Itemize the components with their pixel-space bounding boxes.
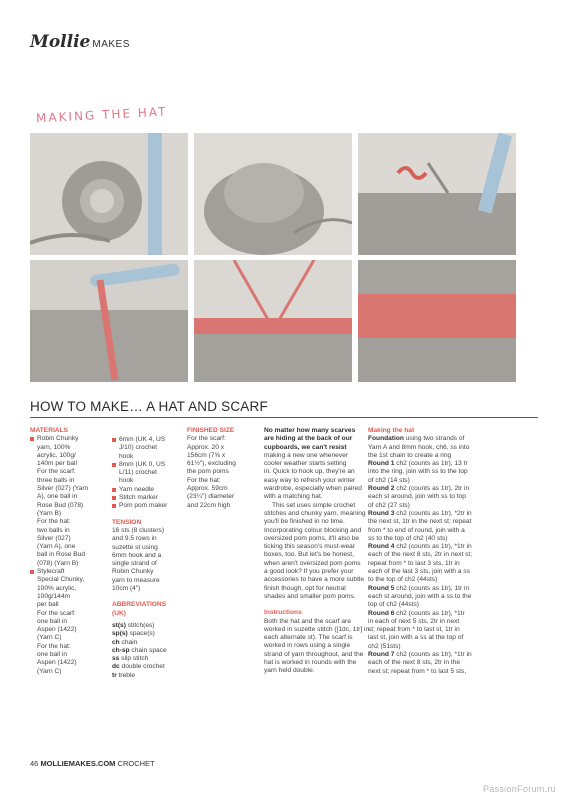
round-label: Round 3 (368, 509, 395, 517)
round-label: Round 5 (368, 584, 395, 592)
intro-line: oversized pom poms, it'll also be (264, 534, 360, 542)
photo-2 (194, 133, 352, 255)
pattern-text: ch2 (counts as 1tr), 1tr in (394, 584, 470, 592)
intro-line: finish though, opt for neutral (264, 584, 346, 592)
abbreviation-term: tr (112, 671, 117, 679)
tension-line: 10cm (4") (112, 585, 141, 593)
materials-item: per ball (37, 601, 59, 609)
pattern-line (368, 568, 518, 576)
pattern-text: each of the last 3 sts, join with a ss (368, 568, 470, 576)
materials-item: (Yarn C) (37, 634, 62, 642)
pattern-line (368, 493, 518, 501)
materials-item: 140m per ball (37, 460, 77, 468)
crochet-striped-fabric-photo-icon (358, 260, 516, 382)
materials-title: MATERIALS (30, 427, 68, 434)
materials-item: Robin Chunky (30, 435, 110, 443)
tension-line: Robin Chunky (112, 568, 154, 576)
abbreviation-definition: chain space (129, 646, 167, 654)
photo-3 (358, 133, 516, 255)
finished-size-line: 61½"), excluding (187, 460, 236, 468)
materials-item: yarn, 100% (37, 443, 71, 451)
materials-item: Aspen (1422) (37, 659, 77, 667)
tension-line: yarn to measure (112, 576, 160, 584)
intro-line: you'll be finished in no time. (264, 518, 345, 526)
finished-size-line: (23¼") diameter (187, 493, 235, 501)
pattern-line (368, 502, 518, 510)
pattern-text: from * to end of round, join with a (368, 526, 465, 534)
pattern-line (368, 435, 518, 443)
pattern-line (368, 659, 518, 667)
materials-item: For the hat: (37, 518, 71, 526)
pattern-text: Yarn A and 8mm hook, ch6, ss into (368, 443, 470, 451)
intro-line: boxes, too. But let's be honest, (264, 551, 354, 559)
materials-item: hook (119, 452, 134, 460)
materials-list (30, 435, 110, 676)
pattern-line (368, 626, 518, 634)
abbreviation-item (112, 622, 182, 630)
intro-line: ticking this season's must-wear (264, 543, 356, 551)
materials-item: Special Chunky, (37, 576, 85, 584)
finished-size-line: Approx. 59cm (187, 485, 228, 493)
pattern-line (368, 468, 518, 476)
logo-script: Mollie (30, 32, 91, 52)
abbreviations-subtitle: (UK) (112, 609, 126, 617)
intro-lead (264, 427, 370, 452)
intro-line: making a new one whenever (264, 451, 348, 459)
materials-item: Silver (027) (37, 534, 71, 542)
finished-size-line: For the hat: (187, 476, 221, 484)
pattern-text: in each of next 5 sts, 2tr in next (368, 617, 460, 625)
intro-lead-line: cupboards, we can't resist (264, 443, 347, 451)
materials-item: Silver (027) (Yarn (37, 485, 89, 493)
materials-item: Yarn needle (112, 486, 182, 494)
making-hat-text (368, 435, 518, 676)
article-heading: HOW TO MAKE… A HAT AND SCARF (30, 399, 268, 414)
instructions-text (264, 618, 370, 676)
tension-line: and 9.5 rows in (112, 535, 157, 543)
pattern-text: to the top of ch2 (44sts) (368, 576, 438, 584)
pattern-text: into the ring, join with ss to the top (368, 468, 468, 476)
masthead-logo (30, 32, 130, 52)
finished-size-list (187, 435, 259, 510)
pattern-line (368, 477, 518, 485)
finished-size-line: For the scarf: (187, 435, 226, 443)
materials-item: 100% acrylic, (37, 584, 77, 592)
footer-section: CROCHET (117, 759, 155, 768)
intro-lead-line: No matter how many scarves (264, 427, 356, 434)
abbreviation-item (112, 672, 182, 680)
instructions-line: each alternate st). The scarf is (264, 634, 353, 642)
abbreviation-item (112, 647, 182, 655)
round-label: Round 7 (368, 651, 395, 659)
materials-item: (Yarn C) (37, 667, 62, 675)
materials-item: Rose Bud (078) (37, 501, 84, 509)
tension-line: 16 sts (8 clusters) (112, 526, 165, 534)
materials-item: acrylic, 100g/ (37, 451, 76, 459)
intro-line: when aren't oversized pom poms (264, 559, 361, 567)
intro-line: a good look? If you prefer your (264, 568, 354, 576)
intro-line: shades and smaller pom poms. (264, 592, 356, 600)
tension-line: 6mm hook and a (112, 551, 162, 559)
finished-size-line: the pom poms (187, 468, 229, 476)
round-label: Round 6 (368, 609, 395, 617)
pattern-line (368, 651, 518, 659)
making-hat-title: Making the hat (368, 427, 415, 434)
abbreviation-term: ss (112, 655, 120, 663)
materials2-list (112, 436, 182, 511)
photo-4 (30, 260, 188, 382)
abbreviation-term: dc (112, 663, 120, 671)
pattern-text: using two strands of (403, 435, 465, 443)
intro-line: accessories to have a more subtle (264, 576, 365, 584)
pattern-text: of ch2 (14 sts) (368, 476, 410, 484)
materials-item: 8mm (UK 0, US (112, 461, 182, 469)
materials-item: Aspen (1422) (37, 626, 77, 634)
pattern-line (368, 510, 518, 518)
instructions-line: hat is worked in rounds with the (264, 659, 357, 667)
pattern-line (368, 452, 518, 460)
abbreviation-term: ch-sp (112, 646, 130, 654)
abbreviations-list (112, 622, 182, 680)
pattern-text: the next st, 1tr in the next st; repeat (368, 518, 472, 526)
pattern-line (368, 643, 518, 651)
materials-item: one ball in (37, 651, 68, 659)
pattern-line (368, 585, 518, 593)
instructions-line: yarn held double. (264, 667, 315, 675)
pattern-line (368, 543, 518, 551)
pattern-text: ch2 (51sts) (368, 642, 401, 650)
pattern-text: of ch2 (27 sts) (368, 501, 410, 509)
photo-6 (358, 260, 516, 382)
pattern-text: each st around, join with a ss to the (368, 592, 472, 600)
materials-item: Stitch marker (112, 494, 182, 502)
instructions-line: strand of yarn throughout, and the (264, 650, 364, 658)
abbreviation-term: sp(s) (112, 630, 128, 638)
crochet-ring-photo-icon (30, 133, 188, 255)
pattern-line (368, 668, 518, 676)
materials-tension-column (112, 436, 182, 680)
intro-line: with a matching hat. (264, 493, 323, 501)
materials-item: For the hat: (37, 642, 71, 650)
footer-site: MOLLIEMAKES.COM (40, 759, 116, 768)
crochet-dome-photo-icon (194, 133, 352, 255)
materials-item: 100g/144m (37, 592, 70, 600)
abbreviation-definition: treble (116, 671, 136, 679)
materials-column (30, 427, 110, 676)
materials-item: L/11) crochet (119, 469, 157, 477)
materials-item: (Yarn B) (37, 509, 62, 517)
finished-size-line: 156cm (7⅝ x (187, 451, 226, 459)
tension-list (112, 527, 182, 593)
pattern-text: each st around, join with ss to top (368, 493, 466, 501)
abbreviation-definition: chain (119, 638, 138, 646)
abbreviation-definition: space(s) (127, 630, 155, 638)
section-title: MAKING THE HAT (35, 104, 168, 126)
photo-5 (194, 260, 352, 382)
pattern-line (368, 535, 518, 543)
materials-item: 6mm (UK 4, US (112, 436, 182, 444)
making-hat-column (368, 427, 518, 676)
instructions-line: Both the hat and the scarf are (264, 617, 351, 625)
crochet-hook-stitches-photo-icon (358, 133, 516, 255)
instructions-line: worked in rows using a single (264, 642, 351, 650)
round-label: Round 1 (368, 460, 395, 468)
pattern-line (368, 618, 518, 626)
pattern-text: ch2 (counts as 1tr), *1tr in (394, 543, 472, 551)
pattern-line (368, 460, 518, 468)
pattern-text: ch2 (counts as 1tr), 2tr in (394, 485, 470, 493)
abbreviation-item (112, 639, 182, 647)
intro-line: cooler weather starts setting (264, 460, 347, 468)
pattern-text: ch2 (counts as 1tr), 13 tr (394, 460, 468, 468)
materials-item: hook (119, 477, 134, 485)
materials-item: (078) (Yarn B) (37, 559, 79, 567)
tension-title: TENSION (112, 518, 142, 526)
materials-item: three balls in (37, 476, 75, 484)
intro-column (264, 427, 370, 676)
materials-item: one ball in (37, 617, 68, 625)
pattern-text: each of the next 8 sts, 2tr in next st; (368, 551, 473, 559)
materials-item: (Yarn A), one (37, 543, 76, 551)
logo-makes: MAKES (92, 39, 130, 50)
pattern-line (368, 551, 518, 559)
materials-item: J/10) crochet (119, 444, 158, 452)
intro-lead-line: are hiding at the back of our (264, 435, 353, 443)
crochet-pink-stitch-photo-icon (194, 260, 352, 382)
instructions-title: Instructions (264, 609, 302, 617)
finished-size-title: FINISHED SIZE (187, 427, 235, 434)
intro-line: Incorporating colour blocking and (264, 526, 362, 534)
abbreviation-item (112, 655, 182, 663)
pattern-text: ss to the top of ch2 (40 sts) (368, 534, 448, 542)
pattern-line (368, 593, 518, 601)
finished-size-column (187, 427, 259, 510)
pattern-line (368, 634, 518, 642)
round-label: Round 2 (368, 485, 395, 493)
abbreviations-title: ABBREVIATIONS (112, 601, 167, 609)
instructions-line: worked in suzette stitch ([1dc, 1tr] in (264, 625, 370, 633)
materials-item: Stylecraft (30, 568, 110, 576)
crochet-pink-yarn-photo-icon (30, 260, 188, 382)
abbreviation-definition: double crochet (119, 663, 165, 671)
intro-text (264, 452, 370, 502)
materials-item: ball in Rose Bud (37, 551, 86, 559)
round-label: Foundation (368, 435, 404, 443)
intro-line: This set uses simple crochet (272, 501, 356, 509)
abbreviation-item (112, 630, 182, 638)
tension-line: suzette st using (112, 543, 158, 551)
pattern-line (368, 601, 518, 609)
watermark: PassionForum.ru (482, 784, 556, 794)
pattern-text: each of the next 8 sts, 2tr in the (368, 659, 461, 667)
intro-line: in. Quick to hook up, they're an (264, 468, 355, 476)
tension-line: single strand of (112, 560, 157, 568)
pattern-text: next st; repeat from * to last 5 sts, (368, 667, 467, 675)
heading-rule (30, 417, 538, 418)
materials-item: Pom pom maker (112, 502, 182, 510)
materials-item: two balls in (37, 526, 70, 534)
abbreviation-definition: slip stitch (119, 655, 149, 663)
page-number: 46 (30, 759, 39, 768)
pattern-text: ch2 (counts as 1tr), *2tr in (394, 509, 472, 517)
pattern-text: st; repeat from * to last st, 1tr in (368, 626, 460, 634)
pattern-line (368, 485, 518, 493)
pattern-line (368, 527, 518, 535)
materials-item: For the scarf: (37, 609, 76, 617)
round-label: Round 4 (368, 543, 395, 551)
pattern-line (368, 610, 518, 618)
pattern-line (368, 444, 518, 452)
abbreviation-item (112, 663, 182, 671)
finished-size-line: Approx. 20 x (187, 443, 225, 451)
intro-line: wardrobe, especially when paired (264, 485, 362, 493)
photo-1 (30, 133, 188, 255)
page-footer (30, 759, 155, 768)
pattern-line (368, 560, 518, 568)
materials-item: A), one ball in (37, 493, 78, 501)
pattern-text: ch2 (counts as 1tr), *1tr (394, 609, 465, 617)
pattern-line (368, 518, 518, 526)
intro-line: stitches and chunky yarn, meaning (264, 509, 366, 517)
pattern-text: top of ch2 (44sts) (368, 601, 419, 609)
pattern-text: last st, join with a ss at the top of (368, 634, 464, 642)
intro-line: easy way to refresh your winter (264, 476, 356, 484)
materials-item: For the scarf: (37, 468, 76, 476)
pattern-text: the 1st chain to create a ring (368, 451, 452, 459)
intro-paragraph-2 (264, 502, 370, 602)
abbreviation-definition: stitch(es) (125, 621, 155, 629)
pattern-line (368, 576, 518, 584)
abbreviation-term: st(s) (112, 621, 126, 629)
pattern-text: repeat from * to last 3 sts, 1tr in (368, 559, 460, 567)
pattern-text: ch2 (counts as 1tr), *1tr in (394, 651, 472, 659)
finished-size-line: and 22cm high (187, 501, 231, 509)
abbreviation-term: ch (112, 638, 120, 646)
